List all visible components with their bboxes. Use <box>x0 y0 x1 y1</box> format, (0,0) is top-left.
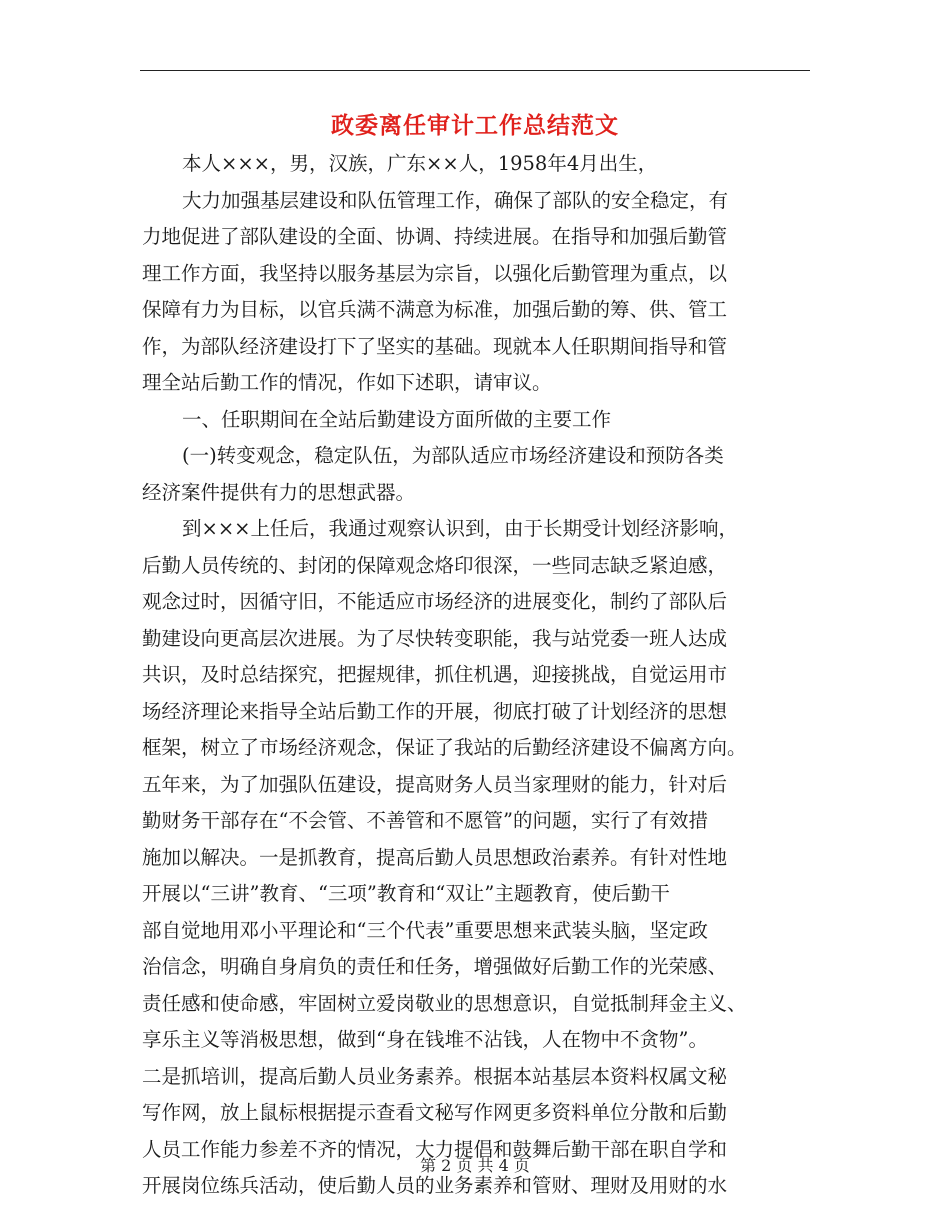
text-line: 框架，树立了市场经济观念，保证了我站的后勤经济建设不偏离方向。 <box>142 736 747 759</box>
text-line: 勤财务干部存在“不会管、不善管和不愿管”的问题，实行了有效措 <box>142 809 708 832</box>
text-line: 作，为部队经济建设打下了坚实的基础。现就本人任职期间指导和管 <box>142 334 728 358</box>
text-line: 勤建设向更高层次进展。为了尽快转变职能，我与站党委一班人达成 <box>142 626 728 650</box>
text-line: 享乐主义等消极思想，做到“身在钱堆不沾钱，人在物中不贪物”。 <box>142 1028 708 1051</box>
text-line: 经济案件提供有力的思想武器。 <box>142 480 416 504</box>
text-line: 到×××上任后，我通过观察认识到，由于长期受计划经济影响， <box>182 517 739 540</box>
text-line: 治信念，明确自身肩负的责任和任务，增强做好后勤工作的光荣感、 <box>142 955 728 978</box>
text-line: 责任感和使命感，牢固树立爱岗敬业的思想意识，自觉抵制拜金主义、 <box>142 991 747 1015</box>
text-line: 大力加强基层建设和队伍管理工作，确保了部队的安全稳定，有 <box>182 188 729 212</box>
text-line: 理全站后勤工作的情况，作如下述职，请审议。 <box>142 371 552 394</box>
text-line: 理工作方面，我坚持以服务基层为宗旨，以强化后勤管理为重点，以 <box>142 261 728 285</box>
text-line: 本人×××，男，汉族，广东××人，1958年4月出生， <box>182 152 658 175</box>
document-title: 政委离任审计工作总结范文 <box>331 112 619 139</box>
page-footer: 第 2 页 共 4 页 <box>420 1156 530 1175</box>
text-line: 部自觉地用邓小平理论和“三个代表”重要思想来武装头脑，坚定政 <box>142 918 708 942</box>
text-line: 人员工作能力参差不齐的情况，大力提倡和鼓舞后勤干部在职自学和 <box>142 1137 728 1161</box>
text-line: 后勤人员传统的、封闭的保障观念烙印很深，一些同志缺乏紧迫感， <box>142 553 728 577</box>
text-line: 开展岗位练兵活动，使后勤人员的业务素养和管财、理财及用财的水 <box>142 1174 728 1197</box>
text-line: 保障有力为目标，以官兵满不满意为标准，加强后勤的筹、供、管工 <box>142 298 728 321</box>
document-body <box>142 146 810 1205</box>
text-line: 五年来，为了加强队伍建设，提高财务人员当家理财的能力，针对后 <box>142 772 728 796</box>
text-line: 力地促进了部队建设的全面、协调、持续进展。在指导和加强后勤管 <box>142 225 728 248</box>
text-line: 共识，及时总结探究，把握规律，抓住机遇，迎接挑战，自觉运用市 <box>142 663 728 686</box>
text-line: 一、任职期间在全站后勤建设方面所做的主要工作 <box>182 407 612 431</box>
text-line: (一)转变观念，稳定队伍，为部队适应市场经济建设和预防各类 <box>182 444 724 467</box>
header-rule <box>140 70 810 71</box>
text-line: 二是抓培训，提高后勤人员业务素养。根据本站基层本资料权属文秘 <box>142 1064 728 1088</box>
text-line: 写作网，放上鼠标根据提示查看文秘写作网更多资料单位分散和后勤 <box>142 1101 728 1124</box>
text-line: 施加以解决。一是抓教育，提高后勤人员思想政治素养。有针对性地 <box>142 845 728 869</box>
text-line: 观念过时，因循守旧，不能适应市场经济的进展变化，制约了部队后 <box>142 590 728 613</box>
text-line: 开展以“三讲”教育、“三项”教育和“双让”主题教育，使后勤干 <box>142 882 670 905</box>
text-line: 场经济理论来指导全站后勤工作的开展，彻底打破了计划经济的思想 <box>142 699 728 723</box>
